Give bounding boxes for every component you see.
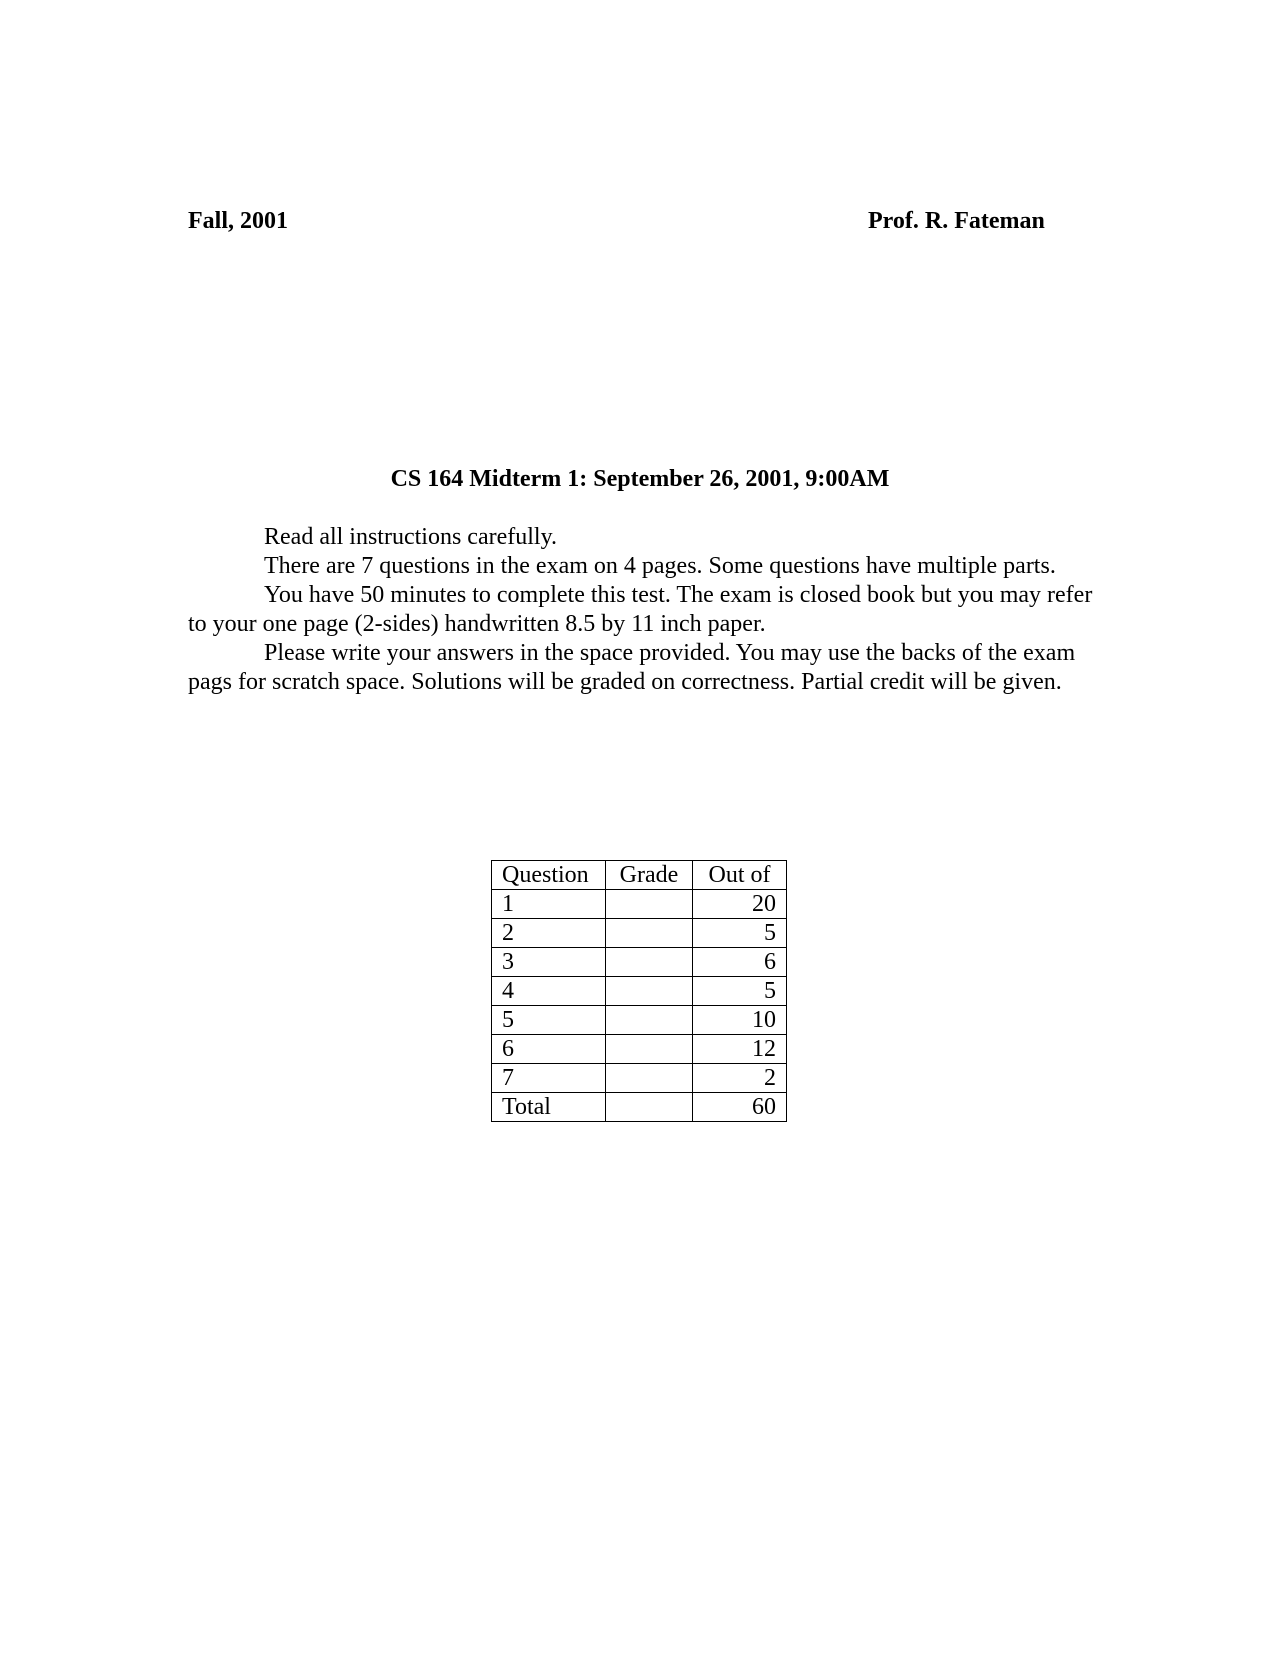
table-row — [492, 948, 787, 977]
grade-cell — [606, 977, 693, 1006]
out-of-cell: 60 — [693, 1093, 787, 1122]
instruction-paragraph: There are 7 questions in the exam on 4 pages. Some questions have multiple parts. — [264, 553, 1056, 579]
table-row — [492, 1006, 787, 1035]
instruction-paragraph: Read all instructions carefully. — [264, 524, 558, 550]
question-cell: Total — [492, 1093, 606, 1122]
grade-cell — [606, 919, 693, 948]
out-of-cell: 10 — [693, 1006, 787, 1035]
question-cell: 4 — [492, 977, 606, 1006]
grade-cell — [606, 1093, 693, 1122]
out-of-cell: 2 — [693, 1064, 787, 1093]
out-of-cell: 12 — [693, 1035, 787, 1064]
instructor-label: Prof. R. Fateman — [868, 208, 1045, 234]
exam-title: CS 164 Midterm 1: September 26, 2001, 9:00AM — [390, 466, 890, 492]
grade-table — [491, 860, 787, 1122]
question-cell: 1 — [492, 890, 606, 919]
question-cell: 7 — [492, 1064, 606, 1093]
table-row — [492, 890, 787, 919]
table-row — [492, 919, 787, 948]
question-cell: 3 — [492, 948, 606, 977]
out-of-cell: 5 — [693, 919, 787, 948]
grade-cell — [606, 890, 693, 919]
instructions-block — [188, 523, 1108, 697]
out-of-cell: 6 — [693, 948, 787, 977]
grade-cell — [606, 948, 693, 977]
header-out-of: Out of — [693, 861, 787, 890]
header-grade: Grade — [606, 861, 693, 890]
question-cell: 2 — [492, 919, 606, 948]
grade-cell — [606, 1006, 693, 1035]
question-cell: 6 — [492, 1035, 606, 1064]
table-row — [492, 1035, 787, 1064]
grade-table-header-row — [492, 861, 787, 890]
term-label: Fall, 2001 — [188, 208, 288, 234]
instruction-paragraph: Please write your answers in the space provided. You may use the backs of the exam pags for scratch space. Solutions will be graded on correctness. Partial credit will be given. — [188, 640, 1076, 695]
total-row — [492, 1093, 787, 1122]
grade-cell — [606, 1035, 693, 1064]
out-of-cell: 20 — [693, 890, 787, 919]
instruction-paragraph: You have 50 minutes to complete this test. The exam is closed book but you may refer to your one page (2-sides) handwritten 8.5 by 11 inch paper. — [188, 582, 1093, 637]
question-cell: 5 — [492, 1006, 606, 1035]
table-row — [492, 977, 787, 1006]
table-row — [492, 1064, 787, 1093]
out-of-cell: 5 — [693, 977, 787, 1006]
header-question: Question — [492, 861, 606, 890]
grade-cell — [606, 1064, 693, 1093]
